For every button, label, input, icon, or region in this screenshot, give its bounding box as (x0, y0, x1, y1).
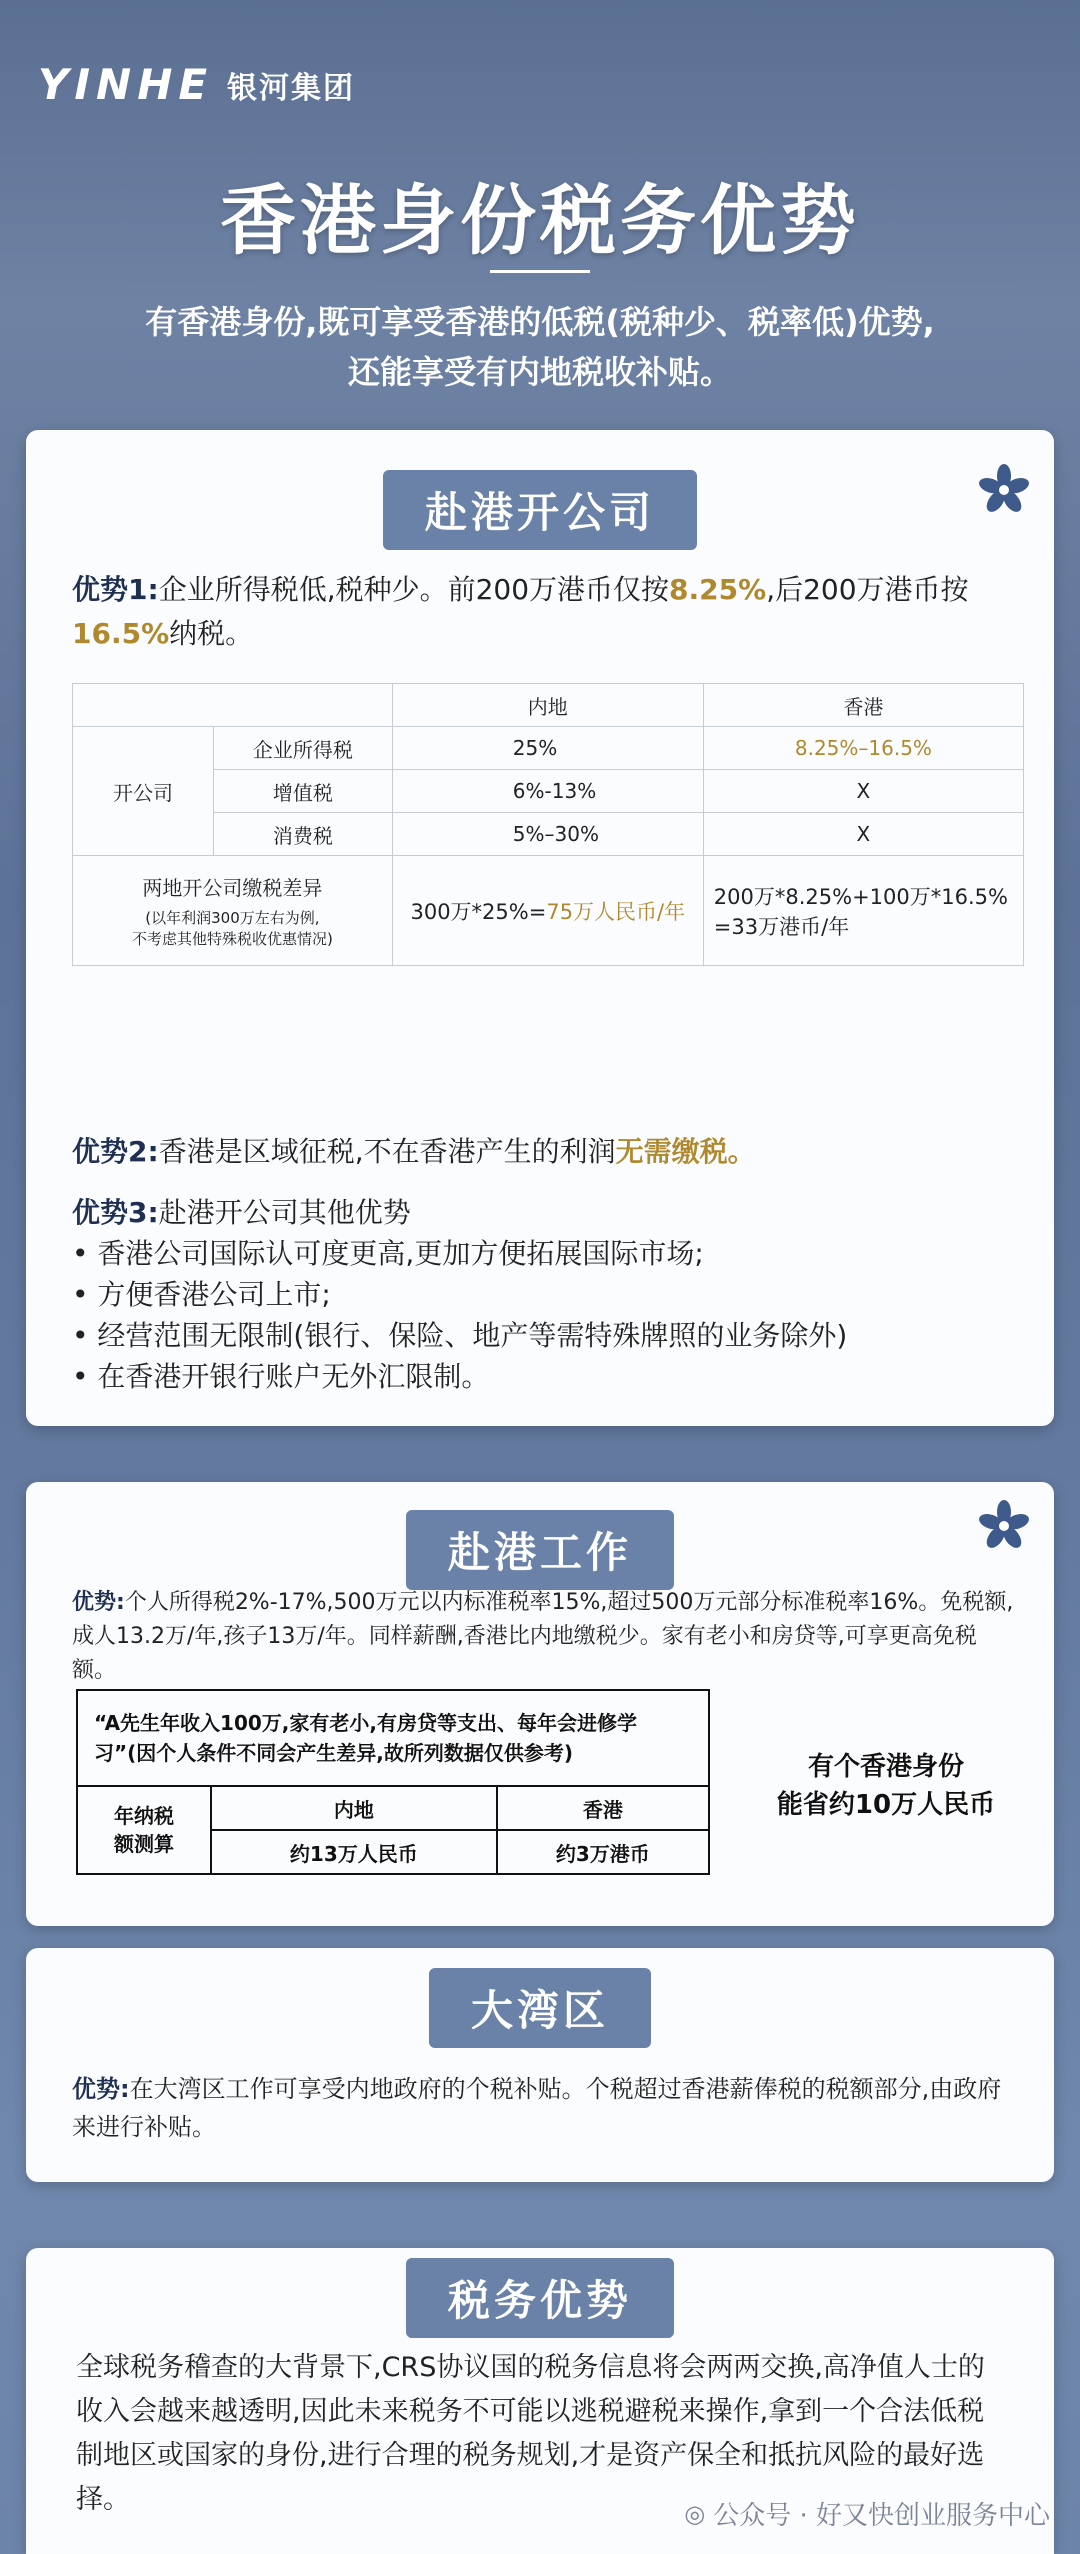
row-label-line-1: 年纳税 (114, 1804, 174, 1828)
advantage-2-text: 香港是区域征税,不在香港产生的利润 (158, 1135, 616, 1168)
savings-line-1: 有个香港身份 (807, 1752, 964, 1782)
col-header-hk: 香港 (497, 1786, 709, 1830)
bay-area-advantage-label: 优势: (72, 2075, 130, 2103)
advantage-1-text-b: ,后200万港币按 (766, 573, 969, 606)
advantage-1-rate-1: 8.25% (669, 573, 767, 606)
table-row-diff (73, 856, 1024, 966)
footer-watermark (684, 2495, 1050, 2532)
row-label-cell (77, 1786, 211, 1874)
cell-mainland: 6%-13% (392, 770, 703, 813)
work-advantage-text: 个人所得税2%-17%,500万元以内标准税率15%,超过500万元部分标准税率16%。免税额,成人13.2万/年,孩子13万/年。同样薪酬,香港比内地缴税少。家有老小和房贷等,可享更高免税额。 (72, 1590, 1014, 1683)
diff-hk-line-2: =33万港币/年 (713, 914, 850, 939)
subtitle-line-1: 有香港身份,既可享受香港的低税(税种少、税率低)优势, (145, 303, 935, 341)
section-title-open-company: 赴港开公司 (383, 470, 697, 550)
card-greater-bay-area (26, 1948, 1054, 2182)
title-divider (490, 270, 590, 273)
advantage-1 (72, 568, 1014, 656)
brand-logo (38, 60, 355, 109)
work-advantage (72, 1586, 1018, 1688)
row-label: 增值税 (214, 770, 393, 813)
col-header-mainland: 内地 (211, 1786, 497, 1830)
list-item: • 方便香港公司上市; (72, 1278, 331, 1311)
list-item: • 经营范围无限制(银行、保险、地产等需特殊牌照的业务除外) (72, 1319, 848, 1352)
row-label: 企业所得税 (214, 727, 393, 770)
diff-note-2: 不考虑其他特殊税收优惠情况) (131, 930, 333, 948)
diff-label-cell (73, 856, 393, 966)
table-row (73, 813, 1024, 856)
advantage-3 (72, 1192, 1014, 1397)
col-header-hk: 香港 (703, 684, 1023, 727)
section-title-tax-advantage: 税务优势 (406, 2258, 674, 2338)
diff-note-1: (以年利润300万左右为例, (145, 909, 320, 927)
row-label-line-2: 额测算 (114, 1832, 174, 1856)
card-work-in-hk (26, 1482, 1054, 1926)
page-subtitle (0, 297, 1080, 397)
cell-hk: X (703, 813, 1023, 856)
cell-hk: 8.25%–16.5% (703, 727, 1023, 770)
advantage-1-rate-2: 16.5% (72, 617, 170, 650)
advantage-3-text: 赴港开公司其他优势 (158, 1196, 411, 1229)
list-item: • 香港公司国际认可度更高,更加方便拓展国际市场; (72, 1237, 704, 1270)
table-row (73, 770, 1024, 813)
work-advantage-label: 优势: (72, 1590, 125, 1615)
company-tax-table (72, 683, 1024, 966)
table-caption-row (77, 1690, 709, 1786)
advantage-1-text-a: 企业所得税低,税种少。前200万港币仅按 (158, 573, 670, 606)
diff-hk-cell (703, 856, 1023, 966)
wechat-icon: ◎ (684, 2499, 706, 2528)
savings-result (736, 1748, 1036, 1824)
diff-label: 两地开公司缴税差异 (142, 876, 323, 900)
advantage-1-text-c: 纳税。 (169, 617, 254, 650)
advantage-2 (72, 1130, 1014, 1174)
footer-text: 公众号 · 好又快创业服务中心 (713, 2501, 1050, 2531)
diff-mainland-cell (392, 856, 703, 966)
bauhinia-flower-icon (976, 462, 1032, 518)
subtitle-line-2: 还能享受有内地税收补贴。 (347, 353, 732, 391)
row-label: 消费税 (214, 813, 393, 856)
page-title: 香港身份税务优势 (220, 176, 860, 265)
table-header-row (77, 1786, 709, 1830)
bay-area-advantage-text: 在大湾区工作可享受内地政府的个税补贴。个税超过香港薪俸税的税额部分,由政府来进行补贴。 (72, 2075, 1002, 2141)
diff-mainland-formula: 300万*25%= (410, 899, 547, 924)
table-row (73, 727, 1024, 770)
table-caption: “A先生年收入100万,家有老小,有房贷等支出、每年会进修学习”(因个人条件不同会产生差异,故所列数据仅供参考) (77, 1690, 709, 1786)
tax-advantage-text: 全球税务稽查的大背景下,CRS协议国的税务信息将会两两交换,高净值人士的收入会越来越透明,因此未来税务不可能以逃税避税来操作,拿到一个合法低税制地区或国家的身份,进行合理的税务规划,才是资产保全和抵抗风险的最好选择。 (76, 2352, 985, 2515)
group-label-open-company: 开公司 (73, 727, 214, 856)
bay-area-advantage (72, 2070, 1018, 2146)
table-corner-cell (73, 684, 393, 727)
advantage-1-label: 优势1: (72, 573, 159, 606)
cell-mainland: 约13万人民币 (211, 1830, 497, 1874)
col-header-mainland: 内地 (392, 684, 703, 727)
section-title-greater-bay-area: 大湾区 (429, 1968, 651, 2048)
diff-hk-line-1: 200万*8.25%+100万*16.5% (713, 884, 1008, 909)
table-header-row (73, 684, 1024, 727)
advantage-2-label: 优势2: (72, 1135, 159, 1168)
diff-mainland-result: 75万人民币/年 (546, 899, 686, 924)
savings-line-2: 能省约10万人民币 (776, 1790, 996, 1820)
cell-mainland: 5%–30% (392, 813, 703, 856)
salary-tax-table (76, 1689, 710, 1875)
brand-mark: YINHE (38, 60, 214, 109)
advantage-3-heading (72, 1192, 1014, 1233)
card-open-company (26, 430, 1054, 1426)
advantage-2-highlight: 无需缴税。 (615, 1135, 756, 1168)
advantage-3-label: 优势3: (72, 1196, 159, 1229)
cell-hk: 约3万港币 (497, 1830, 709, 1874)
cell-mainland: 25% (392, 727, 703, 770)
section-title-work-in-hk: 赴港工作 (406, 1510, 674, 1590)
cell-hk: X (703, 770, 1023, 813)
bauhinia-flower-icon (976, 1498, 1032, 1554)
brand-name: 银河集团 (227, 70, 356, 106)
list-item: • 在香港开银行账户无外汇限制。 (72, 1360, 490, 1393)
